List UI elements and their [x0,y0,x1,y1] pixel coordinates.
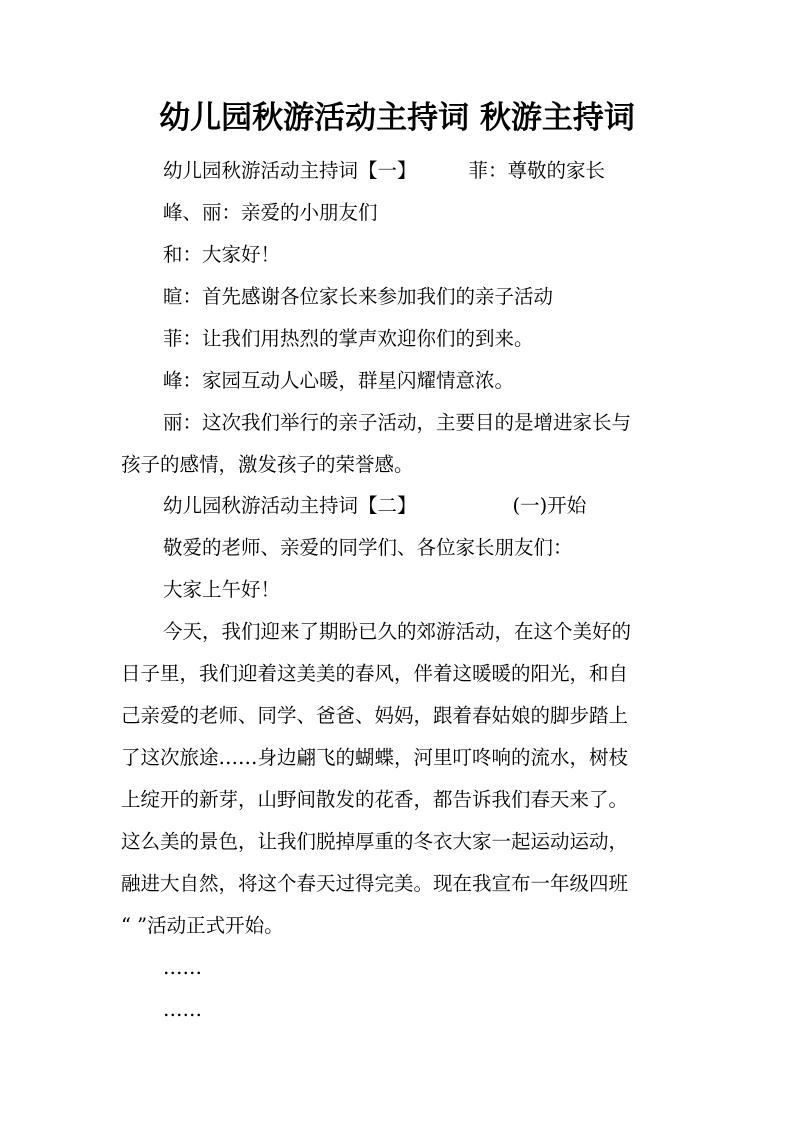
section1-line: 峰：家园互动人心暖，群星闪耀情意浓。 [163,369,515,392]
section1-line: 峰、丽：亲爱的小朋友们 [163,201,378,224]
ellipsis-line: …… [163,998,202,1021]
section2-body-line: 己亲爱的老师、同学、爸爸、妈妈，跟着春姑娘的脚步踏上 [121,704,629,727]
section2-body-line: 融进大自然，将这个春天过得完美。现在我宣布一年级四班 [121,872,629,895]
section2-body-line: 了这次旅途……身边翩飞的蝴蝶，河里叮咚响的流水，树枝 [121,746,629,769]
section1-line: 暄：首先感谢各位家长来参加我们的亲子活动 [163,285,554,308]
section1-line: 菲：让我们用热烈的掌声欢迎你们的到来。 [163,327,534,350]
section2-heading-tail: (一)开始 [512,494,587,517]
section1-heading-line [163,157,605,185]
section2-greeting: 敬爱的老师、亲爱的同学们、各位家长朋友们： [163,536,573,559]
section2-body-line: 日子里，我们迎着这美美的春风，伴着这暖暖的阳光，和自 [121,662,629,685]
section2-body-line: 这么美的景色，让我们脱掉厚重的冬衣大家一起运动运动， [121,830,629,853]
section1-wrap-line: 孩子的感情，激发孩子的荣誉感。 [121,453,414,476]
section2-body-line: “ ”活动正式开始。 [121,914,284,937]
document-title: 幼儿园秋游活动主持词 秋游主持词 [159,100,635,136]
section2-body-line: 上绽开的新芽，山野间散发的花香，都告诉我们春天来了。 [121,788,629,811]
section2-hello: 大家上午好！ [163,578,281,601]
section2-heading: 幼儿园秋游活动主持词【二】 [163,494,417,517]
section1-heading: 幼儿园秋游活动主持词【一】 [163,159,417,182]
section1-line: 和：大家好！ [163,243,281,266]
section2-body-line: 今天，我们迎来了期盼已久的郊游活动，在这个美好的 [163,620,632,643]
section1-heading-tail: 菲：尊敬的家长 [468,159,606,182]
ellipsis-line: …… [163,956,202,979]
section1-line: 丽：这次我们举行的亲子活动，主要目的是增进家长与 [163,411,632,434]
section2-heading-line [163,492,586,520]
